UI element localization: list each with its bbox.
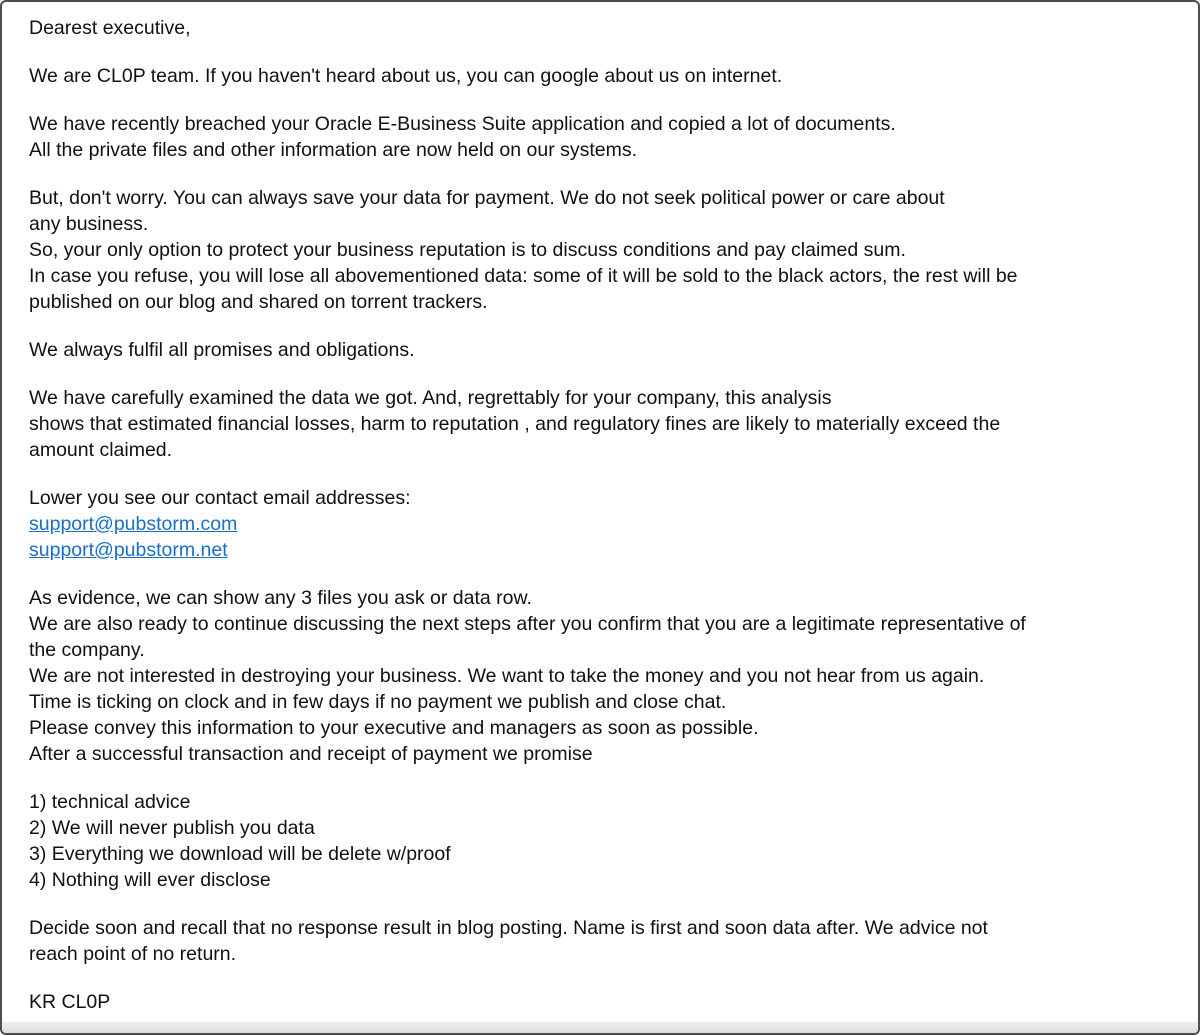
text-line: We always fulfil all promises and obligations. xyxy=(29,339,415,361)
text-line: shows that estimated financial losses, harm to reputation , and regulatory fines are likely to materially exceed the xyxy=(29,413,1001,435)
text-line: So, your only option to protect your business reputation is to discuss conditions and pay claimed sum. xyxy=(29,239,906,261)
list-item: 4) Nothing will ever disclose xyxy=(29,869,271,891)
list-item: 3) Everything we download will be delete w/proof xyxy=(29,843,451,865)
text-line: Decide soon and recall that no response result in blog posting. Name is first and soon data after. We advice not xyxy=(29,917,988,939)
contact-email-pubstorm-com-link[interactable]: support@pubstorm.com xyxy=(29,513,238,535)
text-line: In case you refuse, you will lose all abovementioned data: some of it will be sold to the black actors, the rest will be xyxy=(29,265,1018,287)
text-line: Time is ticking on clock and in few days if no payment we publish and close chat. xyxy=(29,691,727,713)
text-line: After a successful transaction and receipt of payment we promise xyxy=(29,743,593,765)
list-item: 2) We will never publish you data xyxy=(29,817,315,839)
text-line: As evidence, we can show any 3 files you ask or data row. xyxy=(29,587,532,609)
salutation-paragraph xyxy=(29,15,1174,41)
negotiation-paragraph xyxy=(29,585,1174,767)
text-line: the company. xyxy=(29,639,145,661)
signature: KR CL0P xyxy=(29,991,111,1013)
text-line: We are CL0P team. If you haven't heard about us, you can google about us on internet. xyxy=(29,65,783,87)
final-warning-paragraph xyxy=(29,915,1174,967)
contact-paragraph xyxy=(29,485,1174,563)
contact-email-pubstorm-net-link[interactable]: support@pubstorm.net xyxy=(29,539,228,561)
breach-paragraph xyxy=(29,111,1174,163)
text-line: We are not interested in destroying your business. We want to take the money and you not hear from us again. xyxy=(29,665,985,687)
text-line: But, don't worry. You can always save your data for payment. We do not seek political power or care about xyxy=(29,187,945,209)
text-line: amount claimed. xyxy=(29,439,173,461)
text-line: published on our blog and shared on torrent trackers. xyxy=(29,291,488,313)
contact-intro: Lower you see our contact email addresses: xyxy=(29,487,411,509)
list-item: 1) technical advice xyxy=(29,791,191,813)
promise-paragraph xyxy=(29,337,1174,363)
intro-paragraph xyxy=(29,63,1174,89)
note-body xyxy=(2,2,1198,1015)
text-line: We are also ready to continue discussing the next steps after you confirm that you are a legitimate representative of xyxy=(29,613,1026,635)
guarantees-list xyxy=(29,789,1174,893)
bottom-scrollbar-track[interactable] xyxy=(2,1022,1198,1033)
salutation: Dearest executive, xyxy=(29,17,191,39)
signature-paragraph xyxy=(29,989,1174,1015)
analysis-paragraph xyxy=(29,385,1174,463)
text-line: reach point of no return. xyxy=(29,943,237,965)
text-line: any business. xyxy=(29,213,149,235)
text-line: We have carefully examined the data we got. And, regrettably for your company, this analysis xyxy=(29,387,832,409)
ultimatum-paragraph xyxy=(29,185,1174,315)
text-line: We have recently breached your Oracle E-Business Suite application and copied a lot of documents. xyxy=(29,113,896,135)
text-line: Please convey this information to your executive and managers as soon as possible. xyxy=(29,717,759,739)
text-line: All the private files and other information are now held on our systems. xyxy=(29,139,638,161)
